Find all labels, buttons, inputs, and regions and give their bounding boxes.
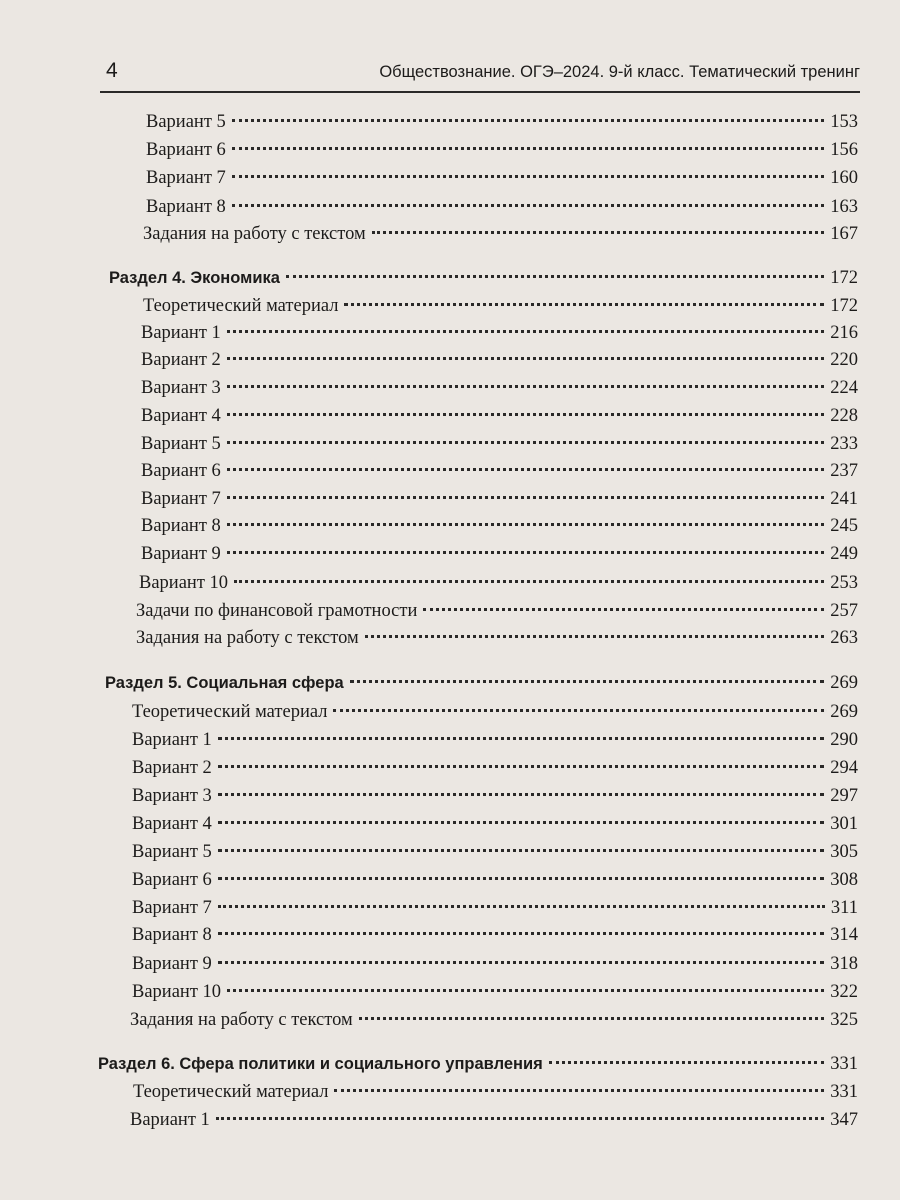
toc-page-number: 245 — [830, 516, 858, 536]
dot-leader — [227, 496, 824, 499]
dot-leader — [286, 275, 824, 278]
toc-page-number: 305 — [830, 842, 858, 862]
toc-entry-label: Вариант 3 — [141, 378, 221, 398]
dot-leader — [227, 385, 824, 388]
dot-leader — [216, 1117, 824, 1120]
toc-page-number: 224 — [830, 378, 858, 398]
toc-page-number: 216 — [830, 323, 858, 343]
dot-leader — [232, 119, 824, 122]
toc-item-row — [132, 811, 858, 837]
dot-leader — [218, 793, 824, 796]
toc-page-number: 153 — [830, 112, 858, 132]
dot-leader — [334, 1089, 824, 1092]
toc-item-row — [133, 1079, 858, 1105]
dot-leader — [218, 821, 824, 824]
toc-item-row — [139, 570, 858, 596]
toc-entry-label: Вариант 4 — [141, 406, 221, 426]
toc-page-number: 322 — [830, 982, 858, 1002]
toc-page-number: 331 — [830, 1082, 858, 1102]
dot-leader — [227, 523, 824, 526]
toc-entry-label: Вариант 1 — [132, 730, 212, 750]
toc-entry-label: Вариант 8 — [141, 516, 221, 536]
toc-section-row — [109, 265, 858, 291]
toc-item-row — [132, 727, 858, 753]
toc-entry-label: Задания на работу с текстом — [143, 224, 366, 244]
dot-leader — [232, 147, 824, 150]
toc-entry-label: Вариант 7 — [146, 168, 226, 188]
toc-item-row — [141, 486, 858, 512]
toc-item-row — [132, 951, 858, 977]
toc-page-number: 331 — [830, 1054, 858, 1074]
dot-leader — [227, 551, 824, 554]
section-title: Раздел 4. Экономика — [109, 269, 280, 287]
toc-entry-label: Вариант 2 — [141, 350, 221, 370]
toc-item-row — [141, 458, 858, 484]
toc-item-row — [132, 895, 858, 921]
toc-item-row — [132, 922, 858, 948]
toc-page-number: 318 — [830, 954, 858, 974]
toc-entry-label: Вариант 6 — [146, 140, 226, 160]
toc-page-number: 301 — [830, 814, 858, 834]
toc-page-number: 220 — [830, 350, 858, 370]
toc-entry-label: Вариант 6 — [141, 461, 221, 481]
toc-page-number: 308 — [830, 870, 858, 890]
toc-page-number: 172 — [830, 296, 858, 316]
toc-item-row — [132, 755, 858, 781]
toc-page-number: 156 — [830, 140, 858, 160]
dot-leader — [549, 1061, 824, 1064]
toc-page-number: 294 — [830, 758, 858, 778]
dot-leader — [359, 1017, 825, 1020]
toc-entry-label: Вариант 2 — [132, 758, 212, 778]
toc-item-row — [141, 375, 858, 401]
toc-item-row — [146, 194, 858, 220]
section-title: Раздел 6. Сфера политики и социального управления — [98, 1055, 543, 1073]
dot-leader — [218, 877, 824, 880]
toc-page-number: 297 — [830, 786, 858, 806]
toc-entry-label: Вариант 5 — [141, 434, 221, 454]
toc-entry-label: Вариант 7 — [132, 898, 212, 918]
toc-entry-label: Вариант 6 — [132, 870, 212, 890]
dot-leader — [218, 905, 825, 908]
toc-item-row — [141, 431, 858, 457]
toc-page-number: 314 — [830, 925, 858, 945]
dot-leader — [232, 175, 824, 178]
toc-entry-label: Вариант 4 — [132, 814, 212, 834]
toc-entry-label: Вариант 5 — [132, 842, 212, 862]
toc-page-number: 172 — [830, 268, 858, 288]
dot-leader — [234, 580, 824, 583]
toc-item-row — [132, 979, 858, 1005]
toc-entry-label: Теоретический материал — [143, 296, 339, 316]
toc-item-row — [132, 783, 858, 809]
dot-leader — [227, 441, 824, 444]
toc-item-row — [130, 1107, 858, 1133]
dot-leader — [227, 413, 824, 416]
dot-leader — [232, 204, 824, 207]
dot-leader — [218, 849, 824, 852]
toc-item-row — [146, 165, 858, 191]
toc-page-number: 241 — [830, 489, 858, 509]
toc-page-number: 167 — [830, 224, 858, 244]
toc-item-row — [141, 541, 858, 567]
toc-entry-label: Вариант 8 — [146, 197, 226, 217]
toc-item-row — [143, 293, 858, 319]
toc-item-row — [141, 320, 858, 346]
dot-leader — [218, 765, 824, 768]
toc-page-number: 290 — [830, 730, 858, 750]
dot-leader — [333, 709, 824, 712]
toc-item-row — [141, 513, 858, 539]
toc-page-number: 228 — [830, 406, 858, 426]
toc-item-row — [141, 403, 858, 429]
dot-leader — [227, 330, 824, 333]
toc-page-number: 160 — [830, 168, 858, 188]
toc-page-number: 263 — [830, 628, 858, 648]
dot-leader — [350, 680, 825, 683]
toc-item-row — [136, 598, 858, 624]
dot-leader — [218, 961, 824, 964]
dot-leader — [365, 635, 825, 638]
toc-entry-label: Задачи по финансовой грамотности — [136, 601, 418, 621]
toc-entry-label: Задания на работу с текстом — [136, 628, 359, 648]
toc-entry-label: Вариант 1 — [130, 1110, 210, 1130]
dot-leader — [218, 737, 824, 740]
toc-item-row — [146, 137, 858, 163]
toc-item-row — [136, 625, 858, 651]
toc-section-row — [105, 670, 858, 696]
toc-entry-label: Теоретический материал — [132, 702, 328, 722]
toc-entry-label: Вариант 5 — [146, 112, 226, 132]
toc-entry-label: Задания на работу с текстом — [130, 1010, 353, 1030]
toc-page-number: 233 — [830, 434, 858, 454]
dot-leader — [372, 231, 825, 234]
toc-page-number: 257 — [830, 601, 858, 621]
toc-item-row — [132, 839, 858, 865]
dot-leader — [227, 357, 824, 360]
dot-leader — [423, 608, 824, 611]
toc-page-number: 163 — [830, 197, 858, 217]
toc-item-row — [132, 699, 858, 725]
toc-entry-label: Вариант 3 — [132, 786, 212, 806]
toc-entry-label: Вариант 1 — [141, 323, 221, 343]
toc-page-number: 269 — [830, 673, 858, 693]
toc-page-number: 253 — [830, 573, 858, 593]
toc-entry-label: Вариант 9 — [132, 954, 212, 974]
dot-leader — [227, 468, 824, 471]
toc-page-number: 237 — [830, 461, 858, 481]
toc-item-row — [141, 347, 858, 373]
toc-section-row — [98, 1051, 858, 1077]
toc-page-number: 249 — [830, 544, 858, 564]
toc-item-row — [130, 1007, 858, 1033]
dot-leader — [344, 303, 824, 306]
toc-entry-label: Вариант 9 — [141, 544, 221, 564]
toc-entry-label: Вариант 8 — [132, 925, 212, 945]
dot-leader — [227, 989, 824, 992]
toc-page-number: 311 — [830, 898, 858, 918]
toc-page-number: 325 — [830, 1010, 858, 1030]
toc-page-number: 347 — [830, 1110, 858, 1130]
toc-entry-label: Теоретический материал — [133, 1082, 329, 1102]
toc-entry-label: Вариант 7 — [141, 489, 221, 509]
dot-leader — [218, 932, 824, 935]
section-title: Раздел 5. Социальная сфера — [105, 674, 344, 692]
toc-item-row — [146, 109, 858, 135]
toc-page-number: 269 — [830, 702, 858, 722]
toc-entry-label: Вариант 10 — [139, 573, 229, 593]
running-head: Обществознание. ОГЭ–2024. 9-й класс. Тематический тренинг — [379, 63, 860, 81]
toc-item-row — [143, 221, 858, 247]
toc-item-row — [132, 867, 858, 893]
page-number: 4 — [106, 59, 118, 82]
toc-entry-label: Вариант 10 — [132, 982, 222, 1002]
